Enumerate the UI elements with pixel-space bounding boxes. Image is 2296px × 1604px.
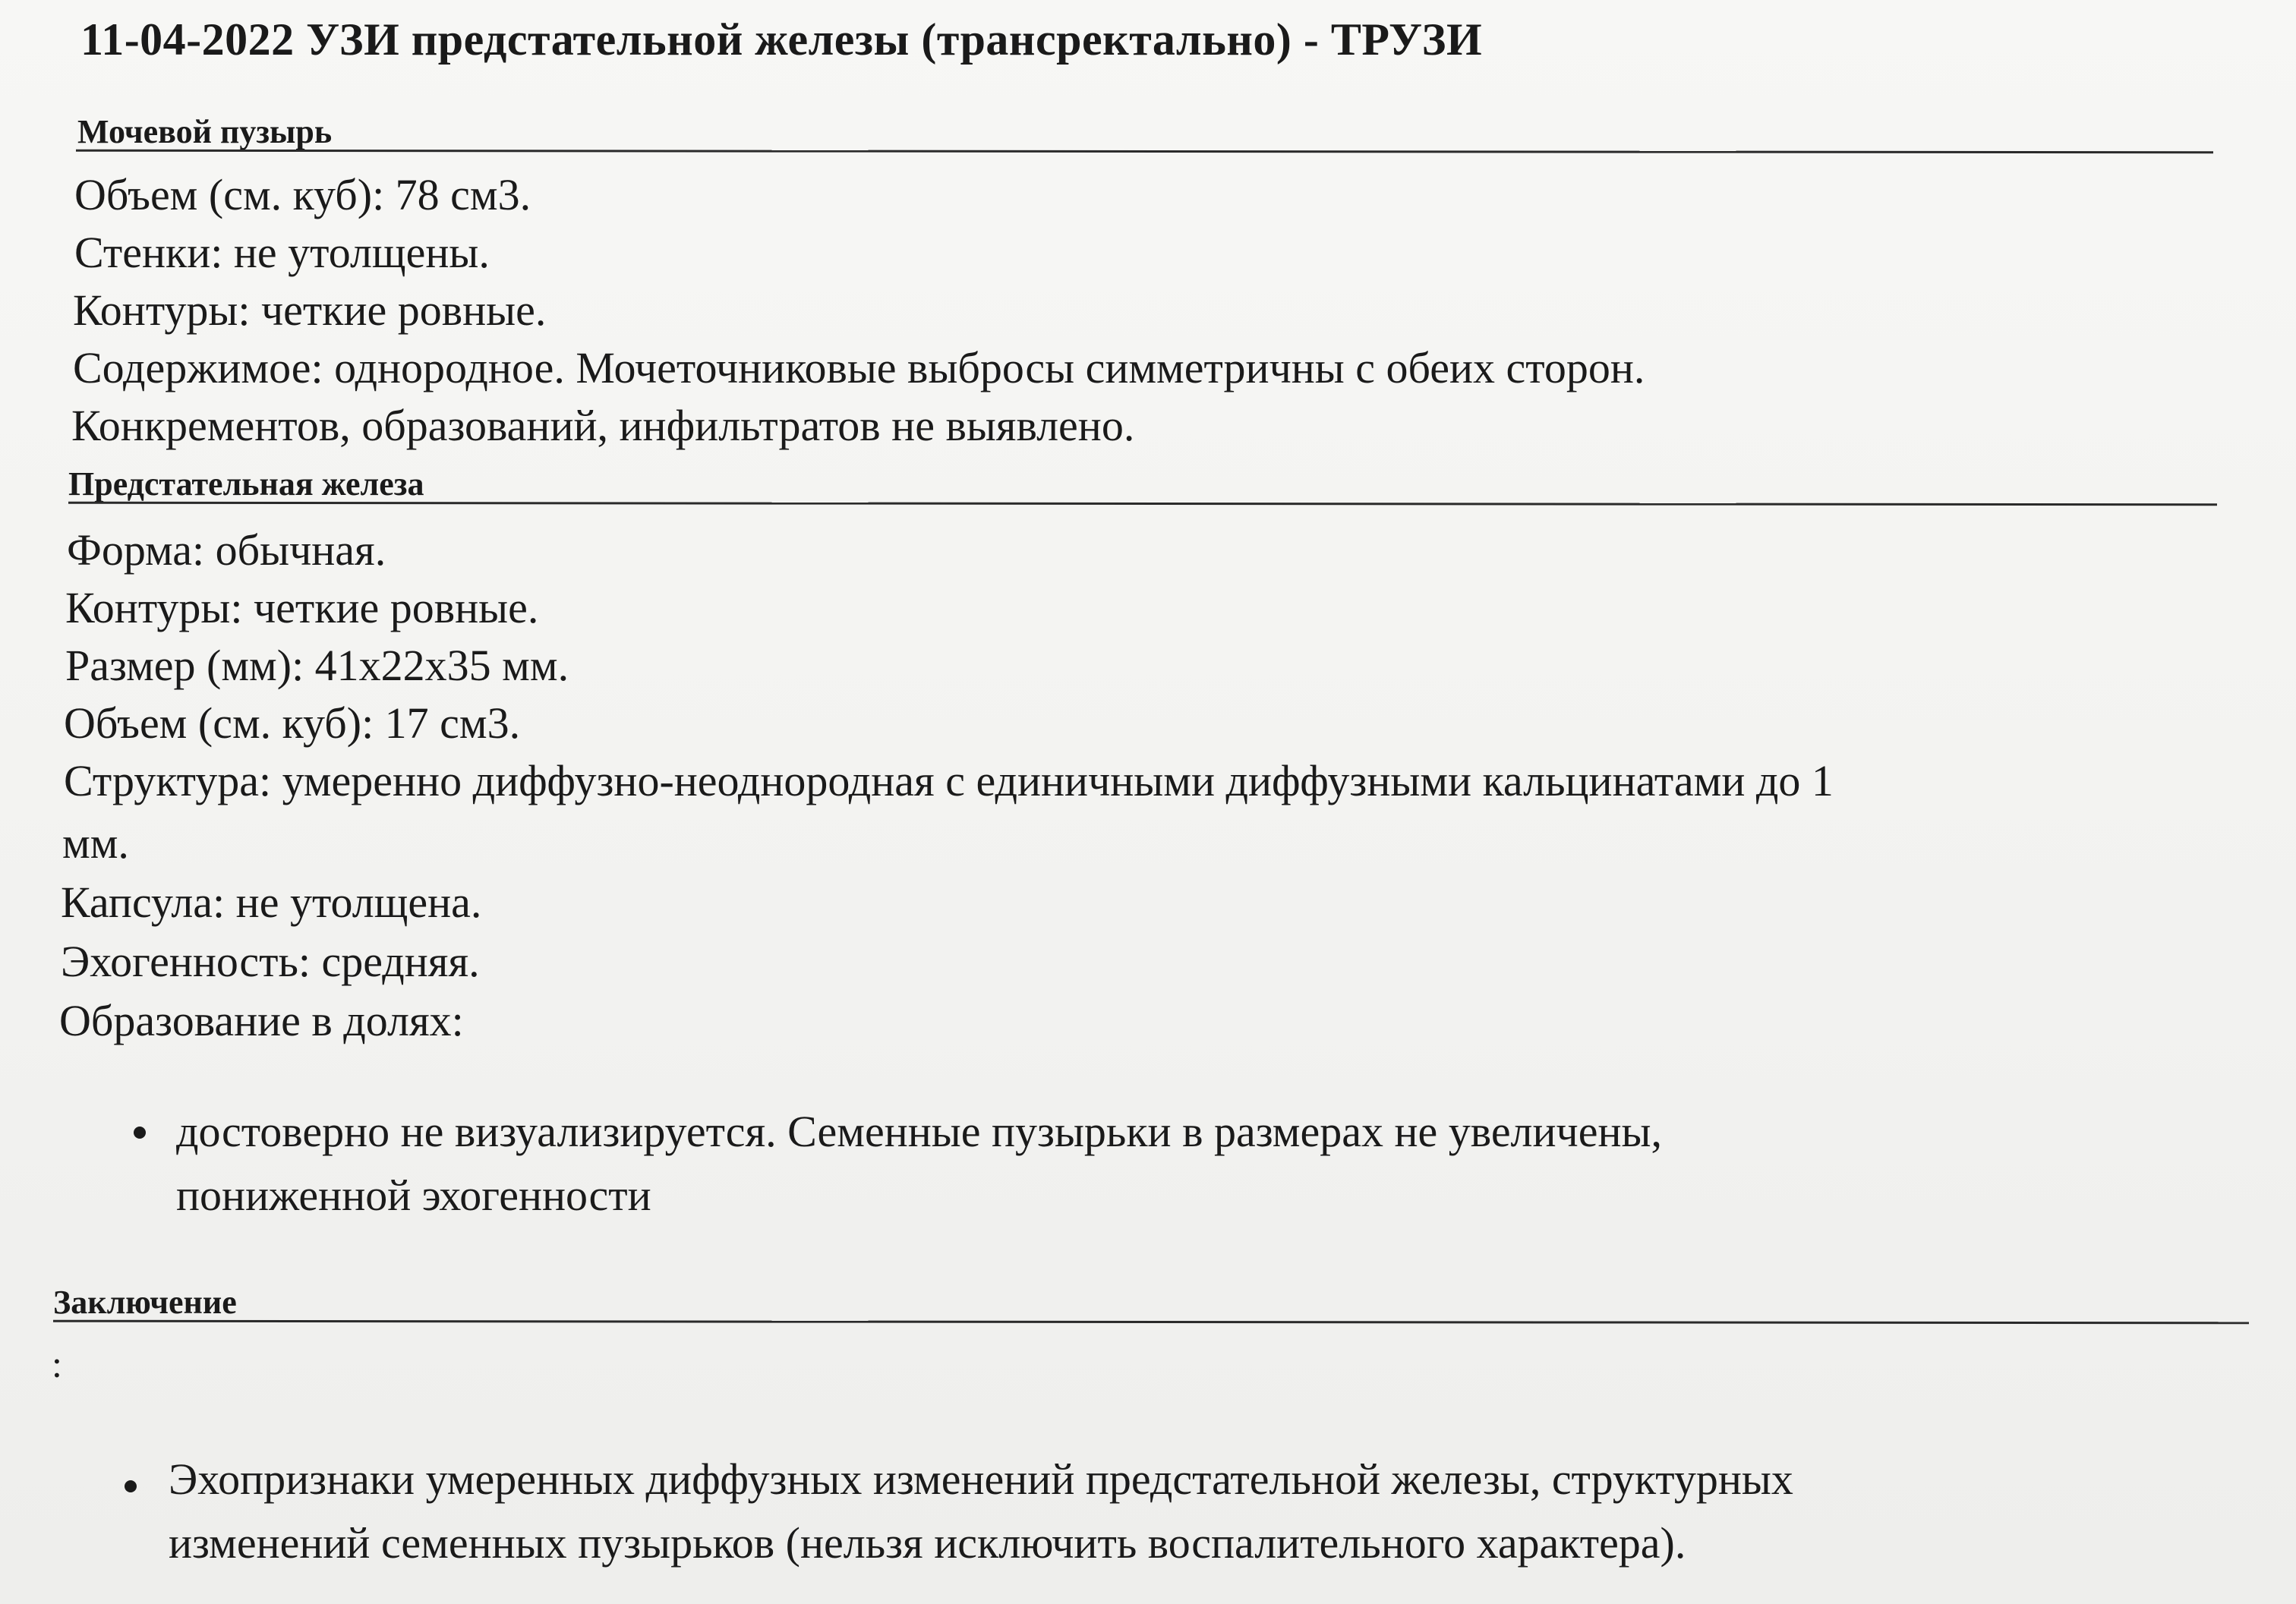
bladder-line-contents: Содержимое: однородное. Мочеточниковые выбросы симметричны с обеих сторон. [73,343,1645,392]
section-divider [76,150,2213,153]
section-divider [68,502,2217,506]
conclusion-colon: : [52,1343,62,1385]
prostate-line-volume: Объем (см. куб): 17 см3. [64,698,521,748]
prostate-line-contours: Контуры: четкие ровные. [65,583,539,632]
conclusion-bullet-line1: Эхопризнаки умеренных диффузных изменений предстательной железы, структурных [169,1454,1793,1504]
prostate-line-shape: Форма: обычная. [67,525,386,575]
section-heading-conclusion: Заключение [53,1284,237,1321]
bladder-line-findings: Конкрементов, образований, инфильтратов не выявлено. [71,401,1135,450]
section-divider [53,1320,2249,1325]
bladder-line-walls: Стенки: не утолщены. [74,228,490,277]
prostate-bullet-line2: пониженной эхогенности [176,1171,651,1220]
conclusion-bullet-line2: изменений семенных пузырьков (нельзя исключить воспалительного характера). [169,1518,1686,1568]
prostate-line-structure-cont: мм. [62,818,129,868]
bullet-marker [125,1480,137,1492]
bullet-marker [134,1127,146,1139]
page-title: 11-04-2022 УЗИ предстательной железы (трансректально) - ТРУЗИ [80,14,1483,65]
prostate-line-capsule: Капсула: не утолщена. [61,878,482,927]
prostate-line-echogenicity: Эхогенность: средняя. [61,937,480,986]
prostate-line-size: Размер (мм): 41х22х35 мм. [65,641,569,690]
section-heading-bladder: Мочевой пузырь [77,113,333,150]
prostate-line-structure: Структура: умеренно диффузно-неоднородная с единичными диффузными кальцинатами до 1 [64,756,1834,805]
prostate-bullet-line1: достоверно не визуализируется. Семенные пузырьки в размерах не увеличены, [176,1107,1662,1156]
bladder-line-volume: Объем (см. куб): 78 см3. [74,170,531,219]
section-heading-prostate: Предстательная железа [68,465,424,503]
prostate-line-lobes: Образование в долях: [59,996,464,1045]
bladder-line-contours: Контуры: четкие ровные. [73,285,547,335]
